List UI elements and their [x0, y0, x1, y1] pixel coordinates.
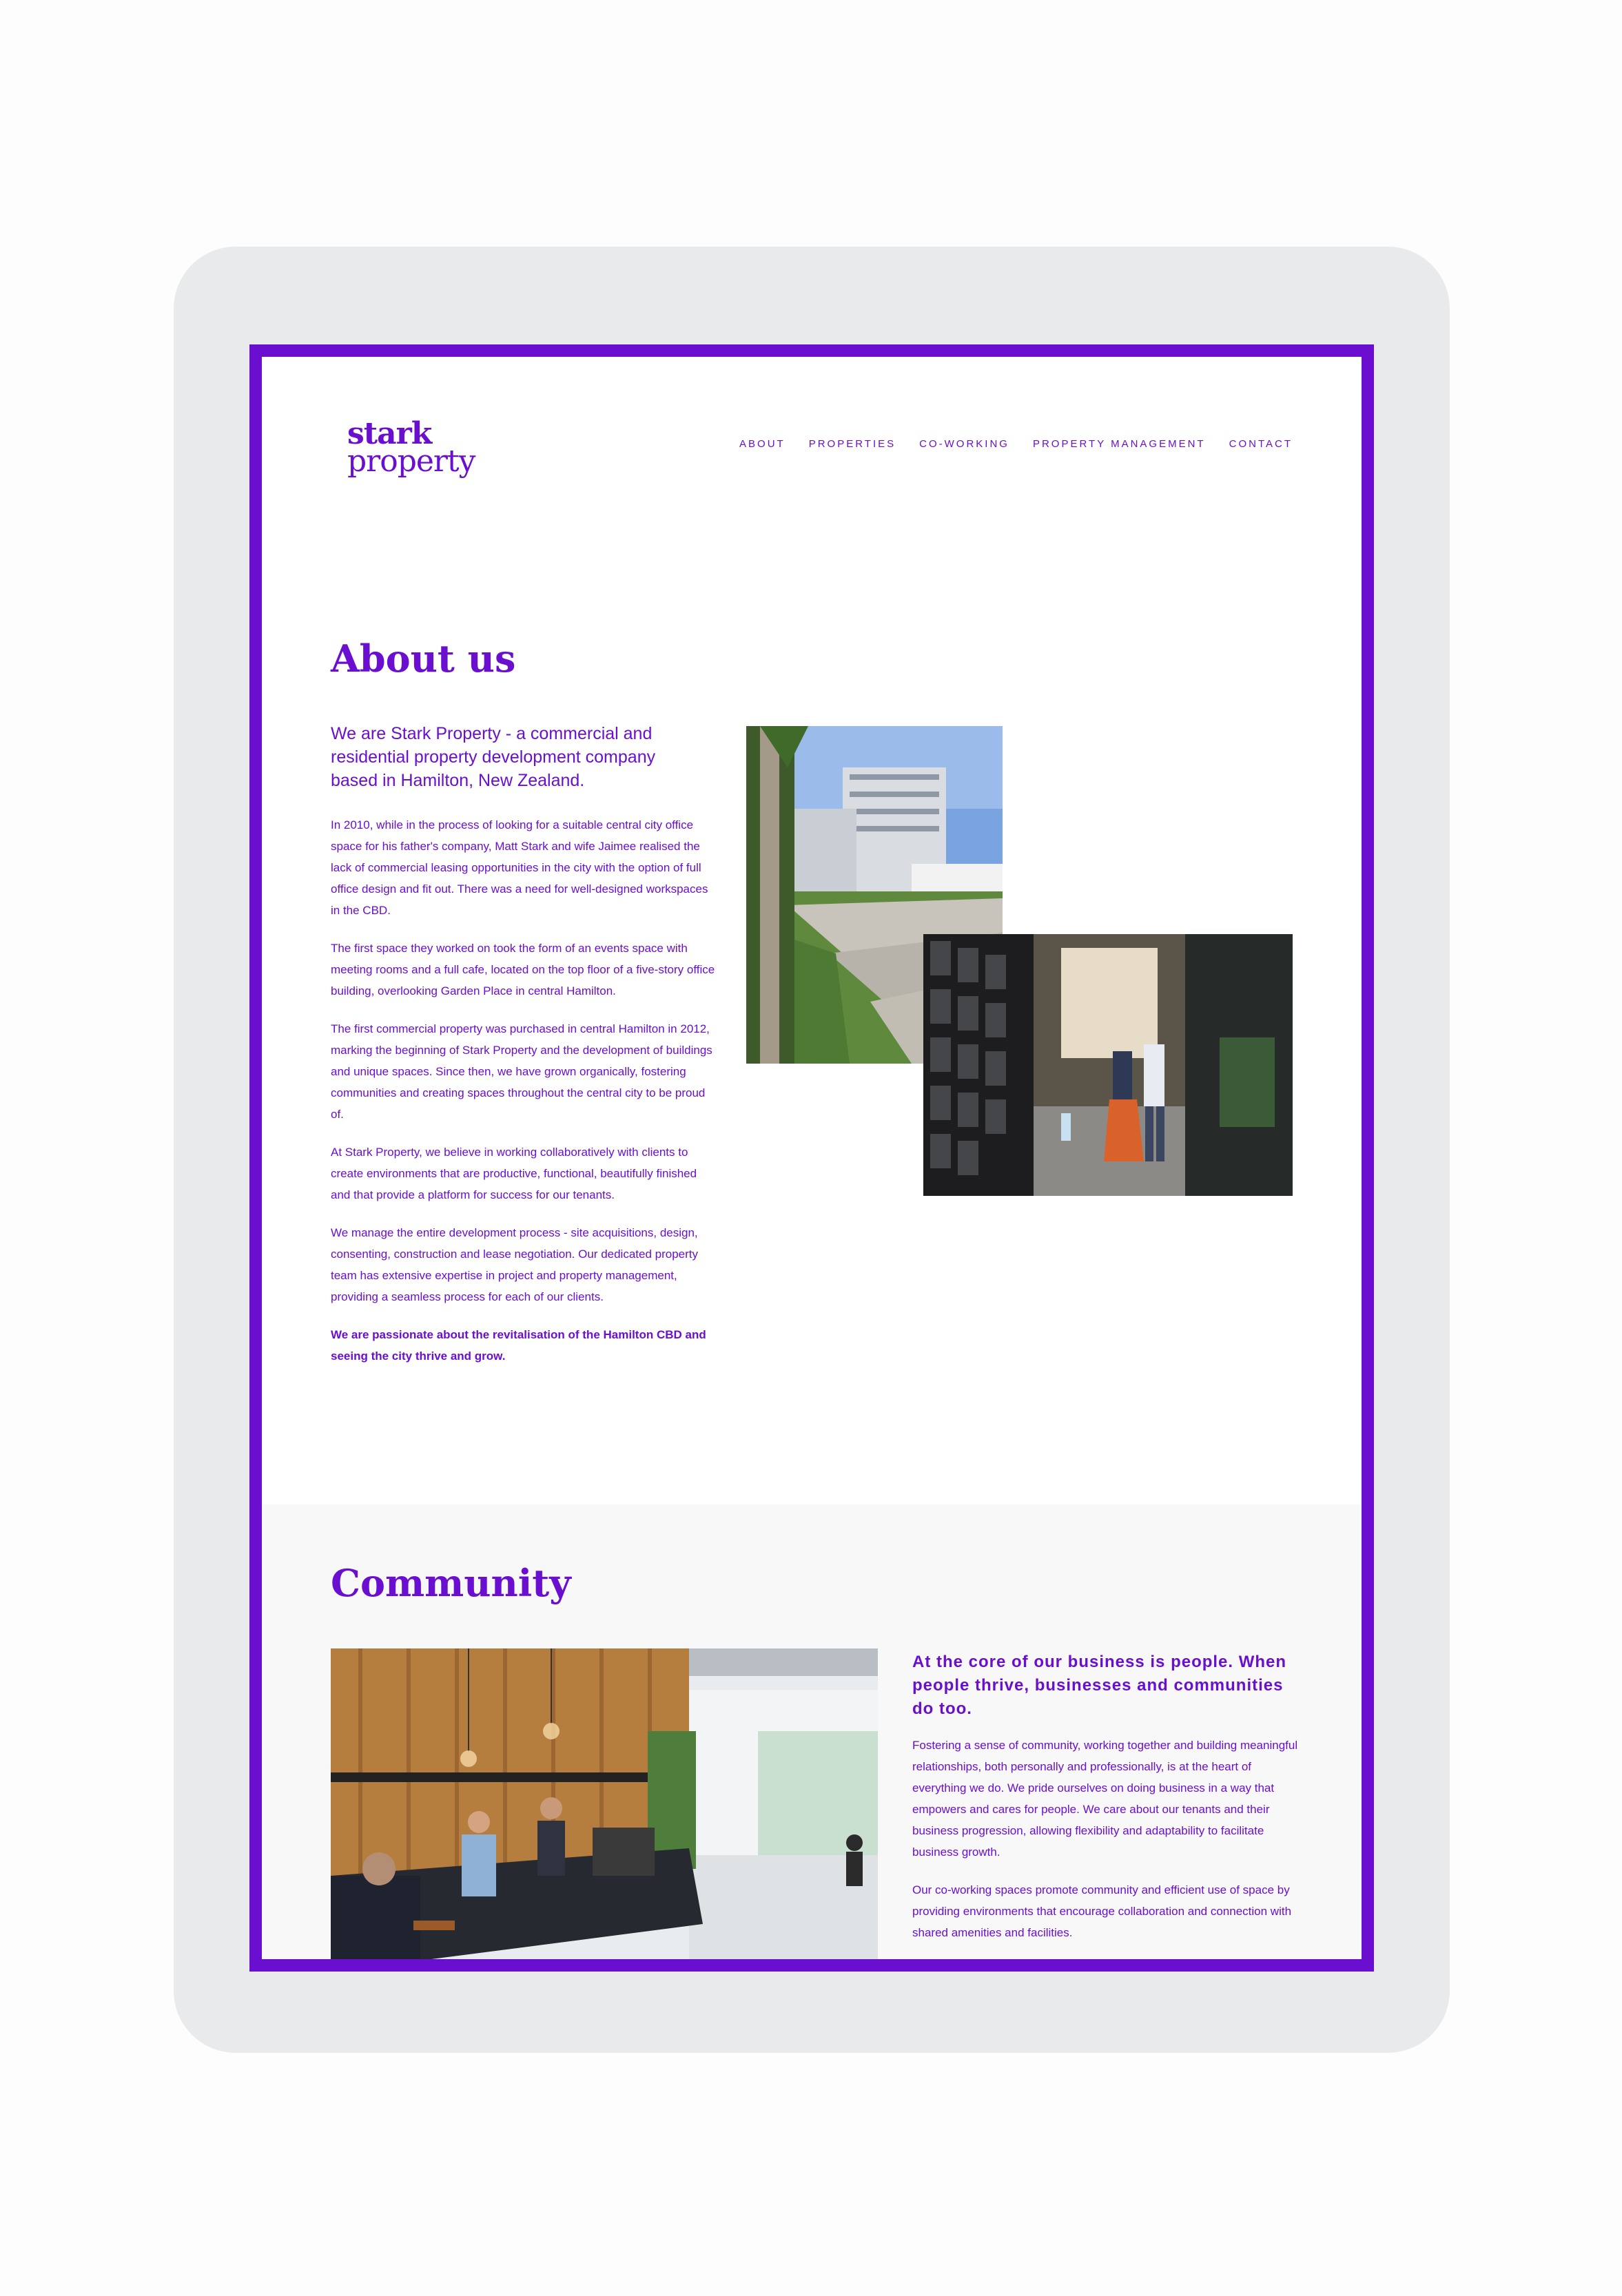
stark-property-logo[interactable] — [347, 416, 475, 479]
community-title: Community — [331, 1561, 571, 1605]
browser-viewport[interactable] — [249, 344, 1374, 1972]
logo-line-1: stark — [347, 416, 432, 451]
about-paragraph-2: The first space they worked on took the form of an events space with meeting rooms and a full cafe, located on the top floor of a five-story office building, overlooking Garden Place in central Hamilton. — [331, 942, 715, 997]
about-lead: We are Stark Property - a commercial and residential property development company based in Hamilton, New Zealand. — [331, 724, 656, 790]
community-body — [912, 1735, 1298, 1972]
about-paragraph-4: At Stark Property, we believe in working collaboratively with clients to create environments that are productive, functional, beautifully finished and that provide a platform for success for our tenants. — [331, 1146, 697, 1201]
about-paragraph-3: The first commercial property was purchased in central Hamilton in 2012, marking the beginning of Stark Property and the development of buildings and unique spaces. Since then, we have grown organically, fostering communities and creating spaces throughout the central city to be proud of. — [331, 1022, 712, 1121]
logo-line-2: property — [347, 444, 475, 479]
nav-about[interactable]: ABOUT — [739, 438, 786, 450]
community-paragraph-1: Fostering a sense of community, working together and building meaningful relationships, both personally and professionally, is at the heart of everything we do. We pride ourselves on doing business in a way that empowers and cares for people. We care about our tenants and their business progression, allowing flexibility and adaptability to facilitate business growth. — [912, 1739, 1298, 1859]
nav-properties[interactable]: PROPERTIES — [808, 438, 896, 450]
about-title: About us — [331, 637, 516, 681]
community-paragraph-2: Our co-working spaces promote community and efficient use of space by providing environments that encourage collaboration and connection with shared amenities and facilities. — [912, 1883, 1292, 1939]
main-nav — [739, 438, 1293, 450]
laneway-photo — [923, 934, 1293, 1196]
cafe-photo — [331, 1648, 878, 1972]
about-body — [331, 814, 717, 1383]
nav-co-working[interactable]: CO-WORKING — [919, 438, 1009, 450]
community-lead: At the core of our business is people. When people thrive, businesses and communities do too. — [912, 1653, 1287, 1718]
nav-contact[interactable]: CONTACT — [1229, 438, 1293, 450]
about-closing: We are passionate about the revitalisation of the Hamilton CBD and seeing the city thrive and grow. — [331, 1328, 706, 1363]
nav-property-management[interactable]: PROPERTY MANAGEMENT — [1032, 438, 1206, 450]
about-paragraph-5: We manage the entire development process - site acquisitions, design, consenting, construction and lease negotiation. Our dedicated property team has extensive expertise in project and property management, providing a seamless process for each of our clients. — [331, 1226, 699, 1303]
community-paragraph-cut-off: We are proud supporters of various local community — [912, 1964, 1183, 1972]
about-paragraph-1: In 2010, while in the process of looking for a suitable central city office space for his father's company, Matt Stark and wife Jaimee realised the lack of commercial leasing opportunities in the city with the option of full office design and fit out. There was a need for well-designed workspaces in the CBD. — [331, 818, 708, 917]
